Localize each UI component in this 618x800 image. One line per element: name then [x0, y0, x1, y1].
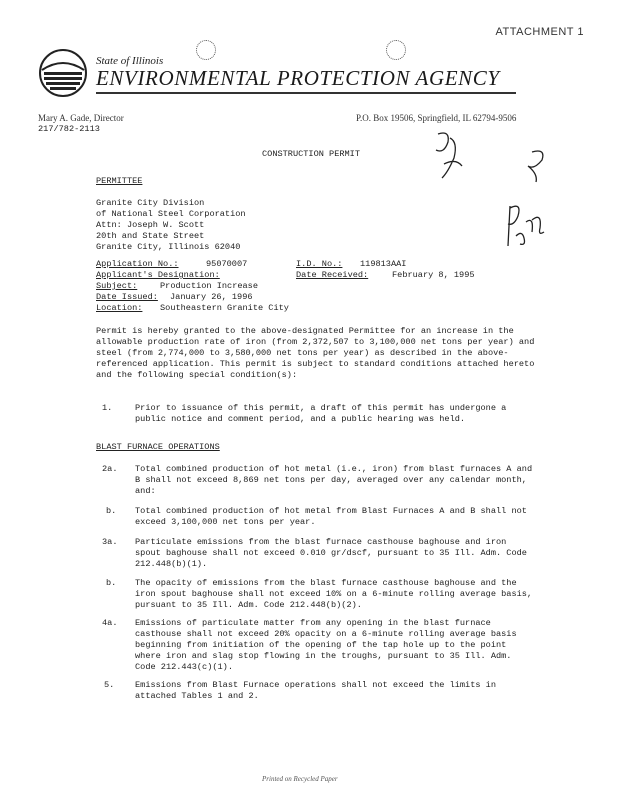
date-issued-label: Date Issued:	[96, 292, 158, 302]
application-no-label: Application No.:	[96, 259, 179, 269]
date-received-label: Date Received:	[296, 270, 369, 280]
condition-number: 2a.	[102, 464, 118, 474]
permittee-line: of National Steel Corporation	[96, 209, 246, 219]
handwritten-signature	[498, 146, 560, 256]
subject-label: Subject:	[96, 281, 138, 291]
condition-text: Prior to issuance of this permit, a draft of this permit has undergone a public notice and comment period, and a public hearing was held.	[135, 403, 507, 424]
permittee-line: Granite City Division	[96, 198, 205, 208]
section-heading: BLAST FURNACE OPERATIONS	[96, 442, 220, 452]
condition-number: 5.	[104, 680, 115, 690]
id-no-value: 119813AAI	[360, 259, 407, 269]
condition-text: Total combined production of hot metal (i.e., iron) from blast furnaces A and B shall not exceed 8,869 net tons per day, averaged over any calendar month, and:	[135, 464, 533, 496]
condition-text: Particulate emissions from the blast furnace casthouse baghouse and iron spout baghouse shall not exceed 0.010 gr/dscf, pursuant to 35 Ill. Adm. Code 212.448(b)(1).	[135, 537, 527, 569]
applicant-designation-label: Applicant's Designation:	[96, 270, 220, 280]
condition-number: b.	[106, 506, 117, 516]
seal-icon	[386, 40, 406, 60]
letterhead-rule	[96, 92, 516, 94]
condition-number: 3a.	[102, 537, 118, 547]
condition-number: 1.	[102, 403, 113, 413]
seal-icon	[196, 40, 216, 60]
application-no-value: 95070007	[206, 259, 248, 269]
condition-text: Total combined production of hot metal from Blast Furnaces A and B shall not exceed 3,100,000 net tons per year.	[135, 506, 527, 527]
condition-text: Emissions of particulate matter from any opening in the blast furnace casthouse shall not exceed 20% opacity on a 6-minute rolling average basis beginning from initiation of the opening of the tap hole up to the point where iron and slag stop flowing in the troughs, pursuant to 35 Ill. Adm. Code 212.443(c)(1).	[135, 618, 517, 672]
condition-number: b.	[106, 578, 117, 588]
condition-text: Emissions from Blast Furnace operations shall not exceed the limits in attached Tables 1 and 2.	[135, 680, 496, 701]
handwritten-initials	[430, 128, 470, 184]
director-line: Mary A. Gade, Director	[38, 113, 124, 123]
location-label: Location:	[96, 303, 143, 313]
id-no-label: I.D. No.:	[296, 259, 343, 269]
agency-name: ENVIRONMENTAL PROTECTION AGENCY	[96, 66, 500, 90]
agency-address: P.O. Box 19506, Springfield, IL 62794-9506	[356, 113, 517, 123]
recycled-paper-note: Printed on Recycled Paper	[262, 775, 338, 783]
date-issued-value: January 26, 1996	[170, 292, 253, 302]
phone-number: 217/782-2113	[38, 124, 100, 134]
permittee-line: Granite City, Illinois 62040	[96, 242, 241, 252]
permittee-heading: PERMITTEE	[96, 176, 143, 186]
condition-number: 4a.	[102, 618, 118, 628]
intro-paragraph: Permit is hereby granted to the above-designated Permittee for an increase in the allowable production rate of iron (from 2,372,507 to 3,100,000 net tons per year) and steel (from 2,774,000 to 3,580,000 net tons per year) as described in the above-referenced application. This permit is subject to standard conditions attached hereto and the following special condition(s):	[96, 326, 535, 380]
location-value: Southeastern Granite City	[160, 303, 289, 313]
illinois-epa-logo	[38, 48, 88, 98]
attachment-label: ATTACHMENT 1	[495, 26, 584, 38]
state-name: State of Illinois	[96, 55, 164, 67]
permittee-line: 20th and State Street	[96, 231, 205, 241]
subject-value: Production Increase	[160, 281, 258, 291]
date-received-value: February 8, 1995	[392, 270, 475, 280]
permittee-line: Attn: Joseph W. Scott	[96, 220, 205, 230]
document-title: CONSTRUCTION PERMIT	[262, 149, 360, 159]
condition-text: The opacity of emissions from the blast furnace casthouse baghouse and the iron spout baghouse shall not exceed 10% on a 6-minute rolling average basis, pursuant to 35 Ill. Adm. Code 212.448(b)(2).	[135, 578, 533, 610]
